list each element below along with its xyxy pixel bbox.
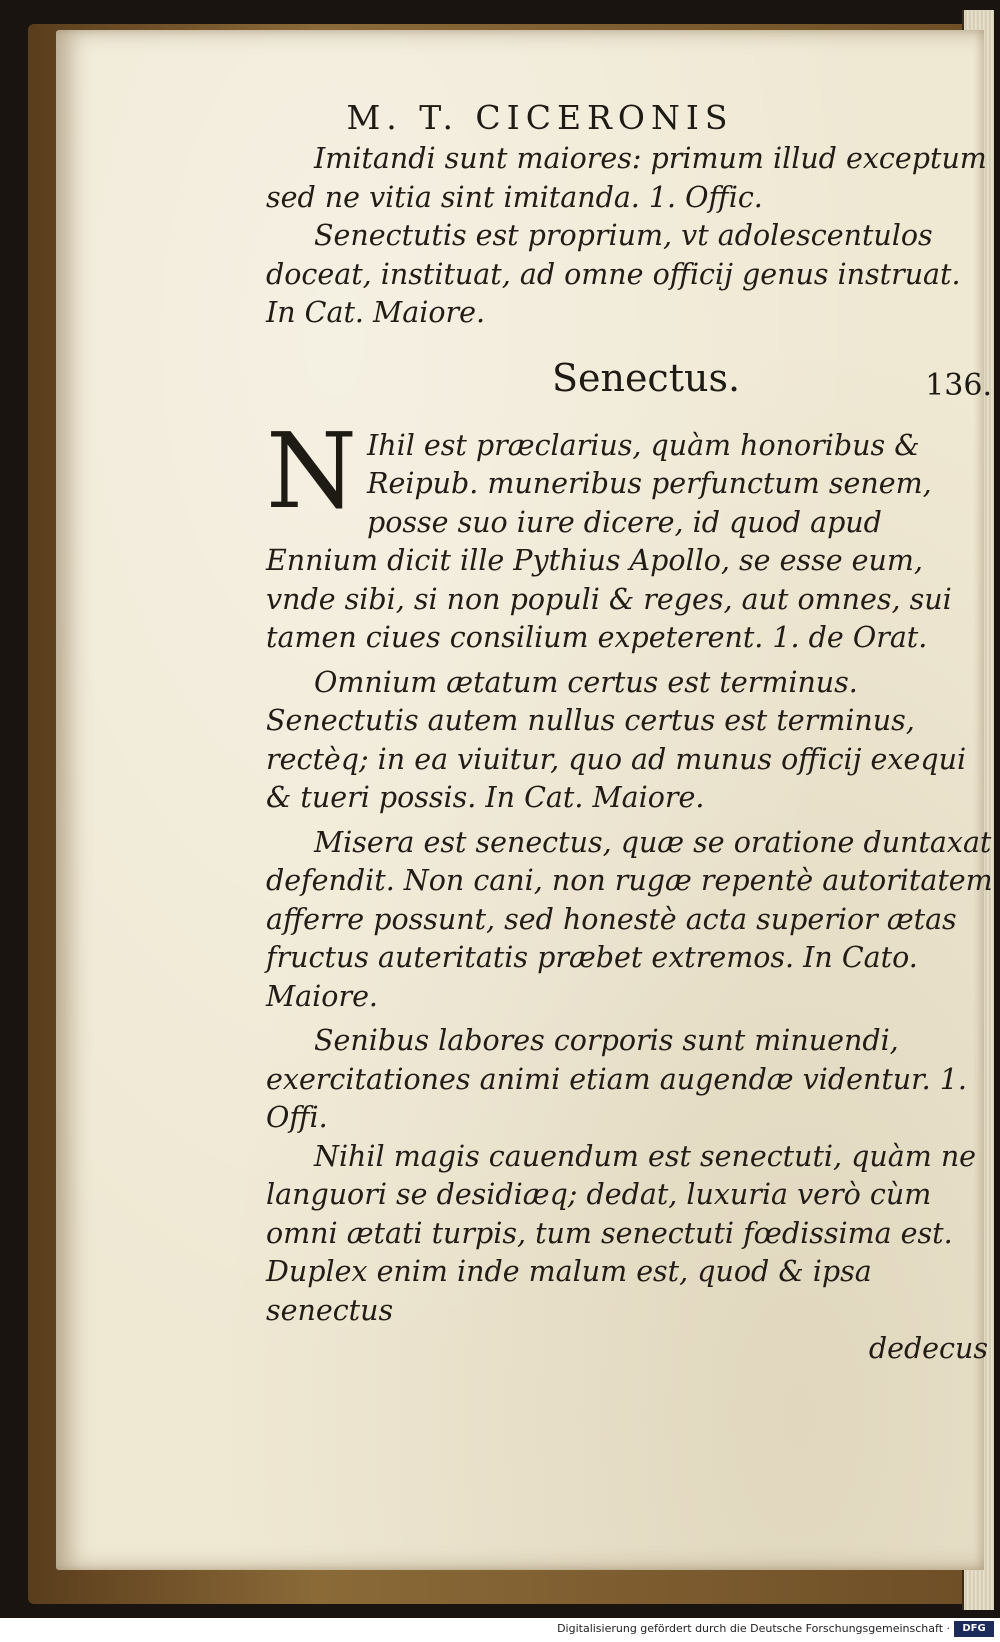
running-head: M. T. CICERONIS (346, 98, 734, 137)
drop-cap-letter: N (266, 409, 357, 532)
paragraph-3: Misera est senectus, quæ se oratione duntaxat defendit. Non cani, non rugæ repentè autoritatem afferre possunt, sed honestè acta superior ætas fructus auteritatis præbet extremos. In Cato. Maiore. (266, 825, 993, 1013)
section-heading (266, 349, 996, 427)
page-text (266, 140, 996, 1369)
opening-paragraph-2: Senectutis est proprium, vt adolescentulos doceat, instituat, ad omne officij genus instruat. In Cat. Maiore. (266, 219, 961, 329)
paragraph-4: Senibus labores corporis sunt minuendi, exercitationes animi etiam augendæ videntur. 1. Offi. (266, 1024, 967, 1134)
book-page (56, 30, 993, 1570)
footer-credit: Digitalisierung gefördert durch die Deutsche Forschungsgemeinschaft · (557, 1622, 950, 1635)
section-number: 136. (925, 367, 992, 403)
digitization-footer (0, 1618, 1000, 1642)
first-paragraph-text: Ihil est præclarius, quàm honoribus & Reipub. muneribus perfunctum senem, posse suo iure dicere, id quod apud Ennium dicit ille Pythius Apollo, se esse eum, vnde sibi, si non populi & reges, aut omnes, sui tamen ciues consilium expeterent. 1. de Orat. (266, 428, 952, 654)
section-title: Senectus. (551, 355, 741, 400)
opening-paragraph-1: Imitandi sunt maiores: primum illud exceptum sed ne vitia sint imitanda. 1. Offic. (266, 142, 987, 214)
dfg-logo-icon: DFG (954, 1621, 994, 1637)
paragraph-5: Nihil magis cauendum est senectuti, quàm ne languori se desidiæq; dedat, luxuria verò cùm omni ætati turpis, tum senectuti fœdissima est. Duplex enim inde malum est, quod & ipsa senectus (266, 1139, 977, 1327)
paragraph-2: Omnium ætatum certus est terminus. Senectutis autem nullus certus est terminus, rectèq; in ea viuitur, quo ad munus officij exequi & tueri possis. In Cat. Maiore. (266, 665, 967, 814)
catchword: dedecus (868, 1332, 988, 1365)
first-paragraph (266, 409, 996, 658)
